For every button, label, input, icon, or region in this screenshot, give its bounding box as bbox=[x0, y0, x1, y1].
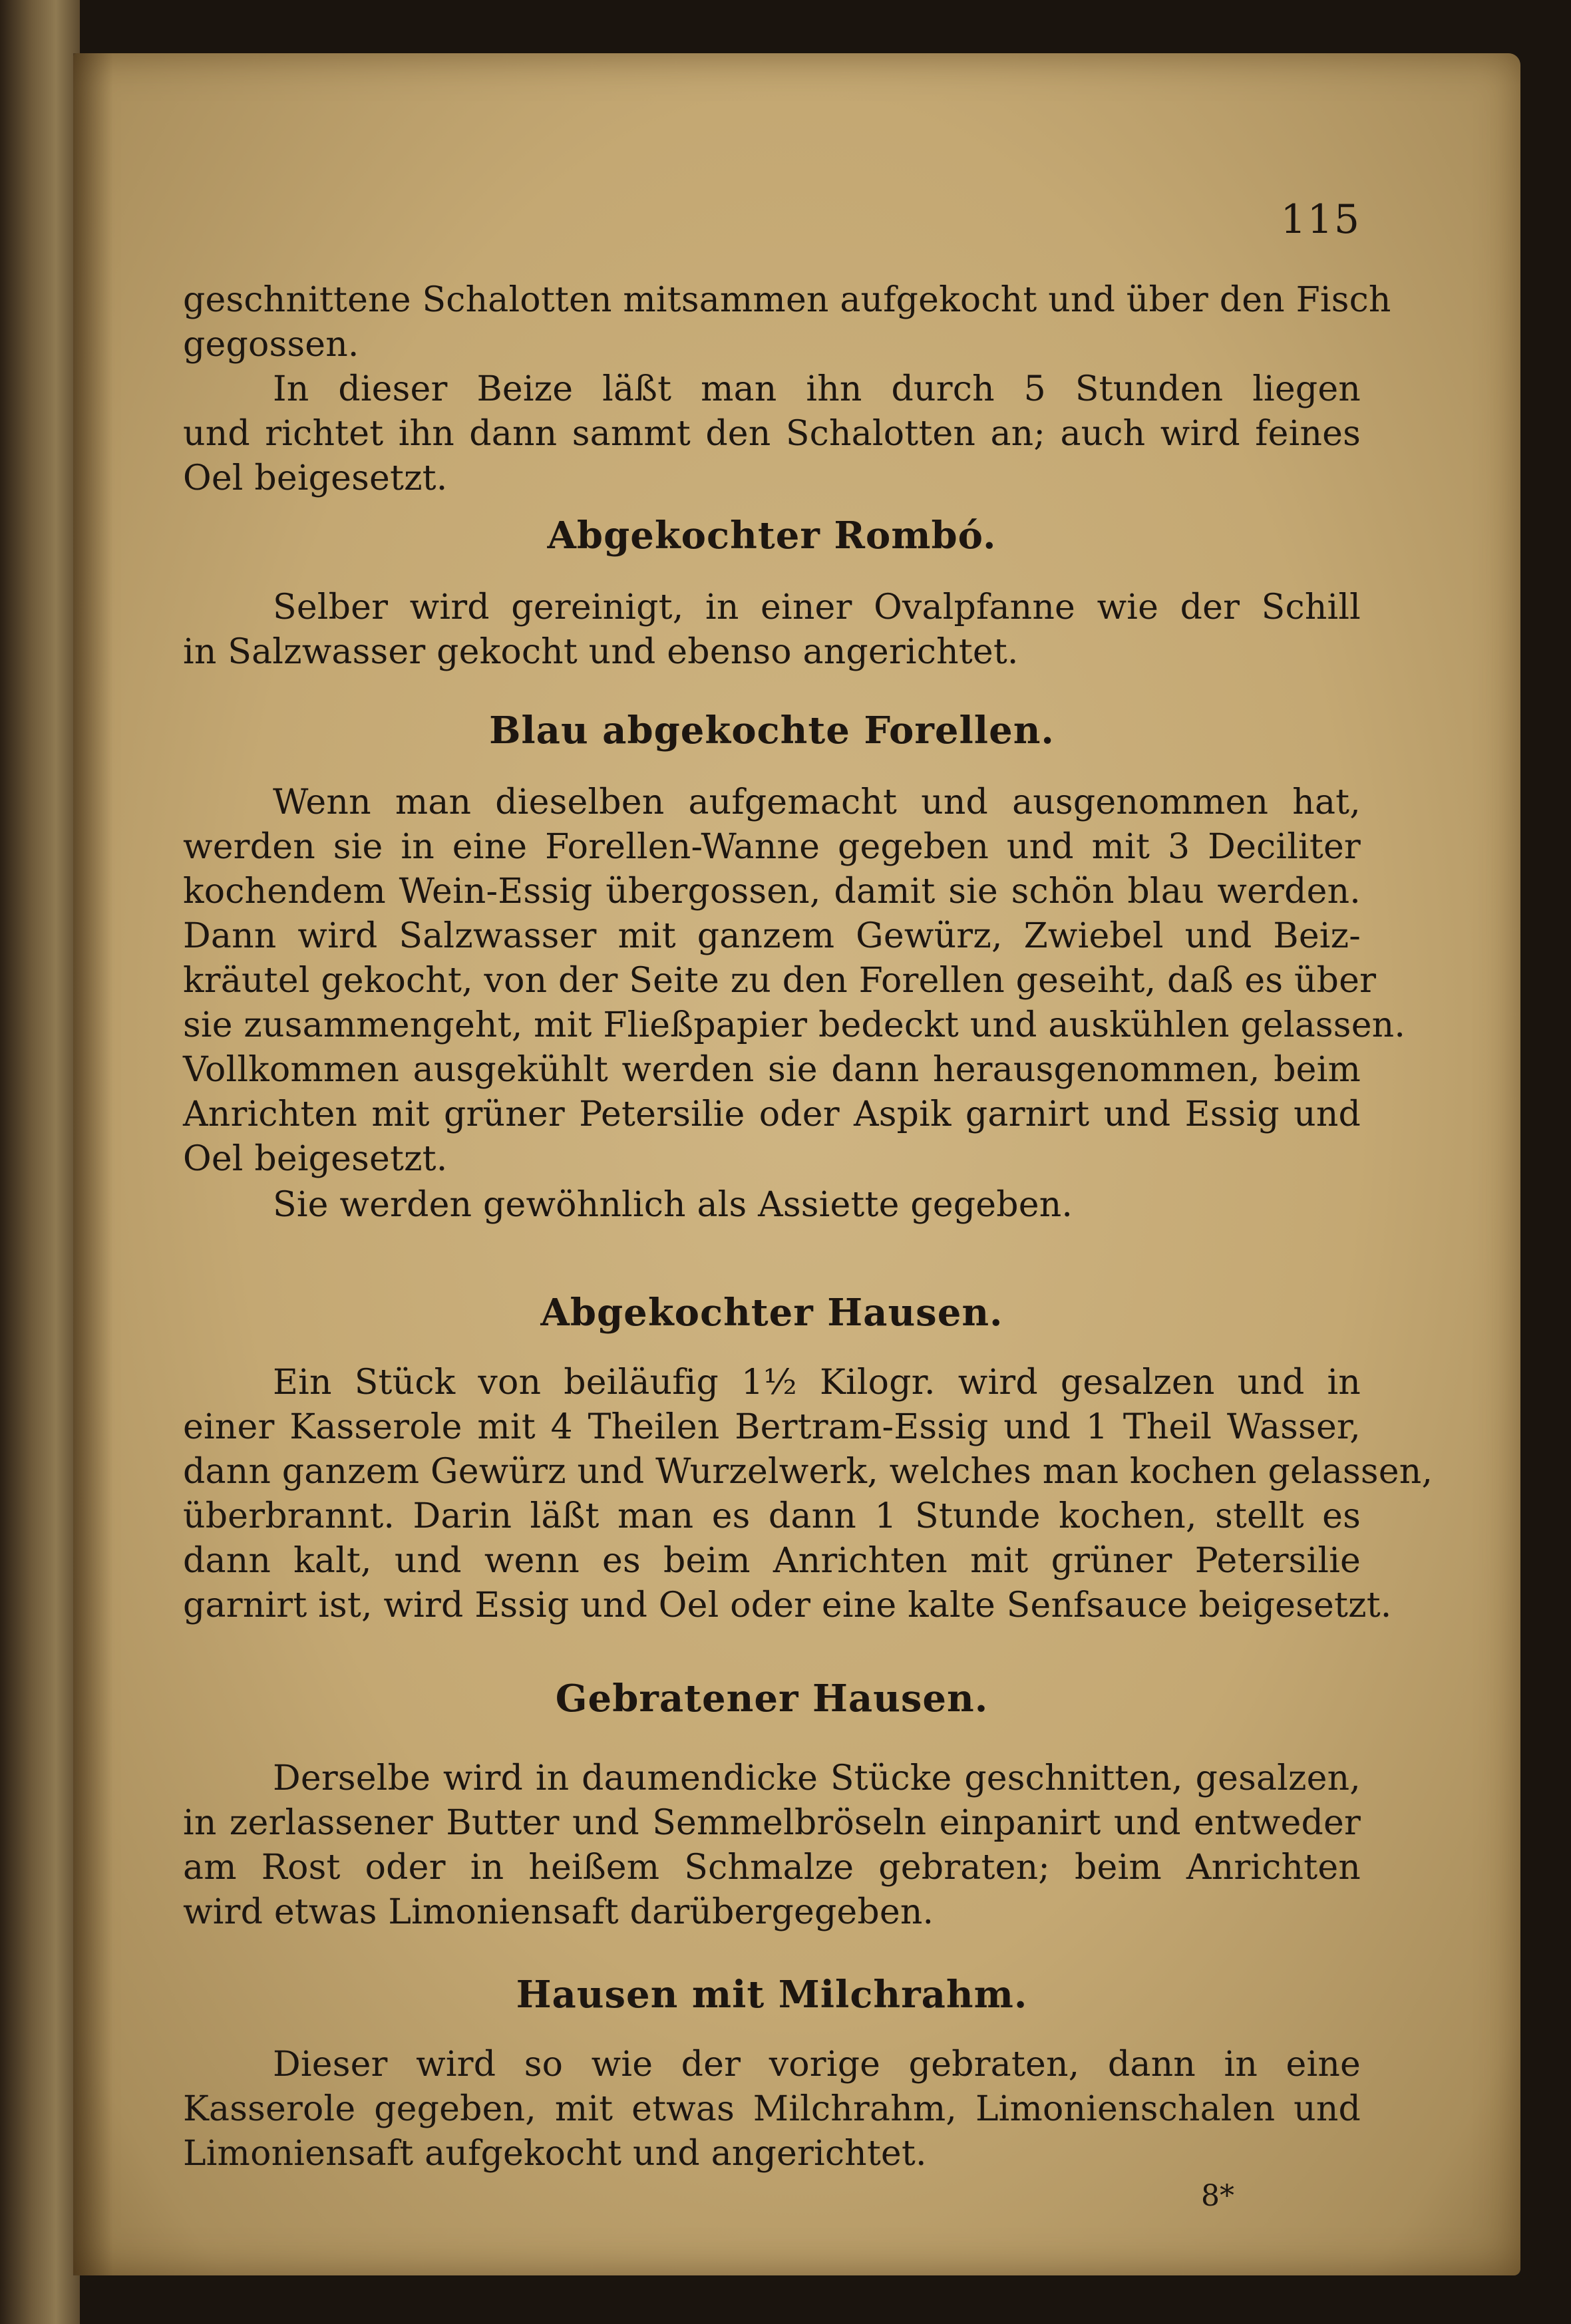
recipe-heading-milchrahm: Hausen mit Milchrahm. bbox=[516, 1973, 1028, 2017]
text-line: kräutel gekocht, von der Seite zu den Forellen geseiht, daß es über bbox=[183, 961, 1377, 1001]
book-page bbox=[73, 53, 1520, 2275]
paragraph-continuation bbox=[183, 278, 1391, 367]
text-line: in zerlassener Butter und Semmelbröseln einpanirt und entweder bbox=[183, 1803, 1361, 1843]
text-line: Oel beigesetzt. bbox=[183, 458, 448, 498]
paragraph-gebratener-hausen bbox=[183, 1756, 1361, 1935]
paragraph-assiette bbox=[183, 1183, 1361, 1228]
recipe-heading-forellen: Blau abgekochte Forellen. bbox=[489, 709, 1055, 752]
text-line: sie zusammengeht, mit Fließpapier bedeckt und auskühlen gelassen. bbox=[183, 1005, 1406, 1045]
text-line: gegossen. bbox=[183, 325, 359, 365]
text-line: Selber wird gereinigt, in einer Ovalpfanne wie der Schill bbox=[273, 587, 1361, 627]
paragraph-milchrahm bbox=[183, 2043, 1361, 2176]
gutter-shadow bbox=[73, 53, 113, 2275]
text-line: Dann wird Salzwasser mit ganzem Gewürz, Zwiebel und Beiz- bbox=[183, 916, 1361, 956]
recipe-heading-rombo: Abgekochter Rombó. bbox=[547, 514, 997, 558]
text-line: am Rost oder in heißem Schmalze gebraten; beim Anrichten bbox=[183, 1848, 1361, 1888]
text-line: In dieser Beize läßt man ihn durch 5 Stunden liegen bbox=[273, 369, 1361, 409]
text-line: Vollkommen ausgekühlt werden sie dann herausgenommen, beim bbox=[183, 1050, 1361, 1090]
text-line: Sie werden gewöhnlich als Assiette gegeben. bbox=[273, 1185, 1073, 1225]
text-line: garnirt ist, wird Essig und Oel oder eine kalte Senfsauce beigesetzt. bbox=[183, 1585, 1392, 1625]
text-line: in Salzwasser gekocht und ebenso angerichtet. bbox=[183, 632, 1019, 672]
text-line: einer Kasserole mit 4 Theilen Bertram-Essig und 1 Theil Wasser, bbox=[183, 1407, 1361, 1447]
recipe-heading-hausen: Abgekochter Hausen. bbox=[540, 1291, 1003, 1335]
text-line: wird etwas Limoniensaft darübergegeben. bbox=[183, 1892, 934, 1932]
adjacent-page-edge bbox=[0, 0, 80, 2324]
text-line: und richtet ihn dann sammt den Schalotten an; auch wird feines bbox=[183, 414, 1361, 454]
signature-mark: 8* bbox=[1201, 2179, 1234, 2213]
text-line: Dieser wird so wie der vorige gebraten, dann in eine bbox=[273, 2045, 1361, 2084]
text-line: Kasserole gegeben, mit etwas Milchrahm, Limonienschalen und bbox=[183, 2089, 1361, 2129]
text-line: Ein Stück von beiläufig 1½ Kilogr. wird gesalzen und in bbox=[273, 1363, 1361, 1403]
text-line: geschnittene Schalotten mitsammen aufgekocht und über den Fisch bbox=[183, 280, 1391, 320]
paragraph-beize bbox=[183, 367, 1361, 501]
text-line: Wenn man dieselben aufgemacht und ausgenommen hat, bbox=[273, 782, 1361, 822]
text-line: werden sie in eine Forellen-Wanne gegeben und mit 3 Deciliter bbox=[183, 827, 1361, 867]
text-line: dann ganzem Gewürz und Wurzelwerk, welches man kochen gelassen, bbox=[183, 1452, 1433, 1492]
text-line: Oel beigesetzt. bbox=[183, 1139, 448, 1179]
paragraph-hausen bbox=[183, 1361, 1433, 1628]
page-number: 115 bbox=[1280, 196, 1361, 243]
text-line: dann kalt, und wenn es beim Anrichten mit grüner Petersilie bbox=[183, 1541, 1361, 1581]
recipe-heading-gebratener-hausen: Gebratener Hausen. bbox=[555, 1677, 989, 1721]
paragraph-forellen bbox=[183, 780, 1406, 1182]
text-line: Anrichten mit grüner Petersilie oder Aspik garnirt und Essig und bbox=[183, 1094, 1361, 1134]
text-line: Limoniensaft aufgekocht und angerichtet. bbox=[183, 2134, 927, 2174]
text-line: Derselbe wird in daumendicke Stücke geschnitten, gesalzen, bbox=[273, 1758, 1361, 1798]
text-line: kochendem Wein-Essig übergossen, damit sie schön blau werden. bbox=[183, 872, 1361, 912]
text-line: überbrannt. Darin läßt man es dann 1 Stunde kochen, stellt es bbox=[183, 1496, 1361, 1536]
paragraph-rombo bbox=[183, 585, 1361, 675]
